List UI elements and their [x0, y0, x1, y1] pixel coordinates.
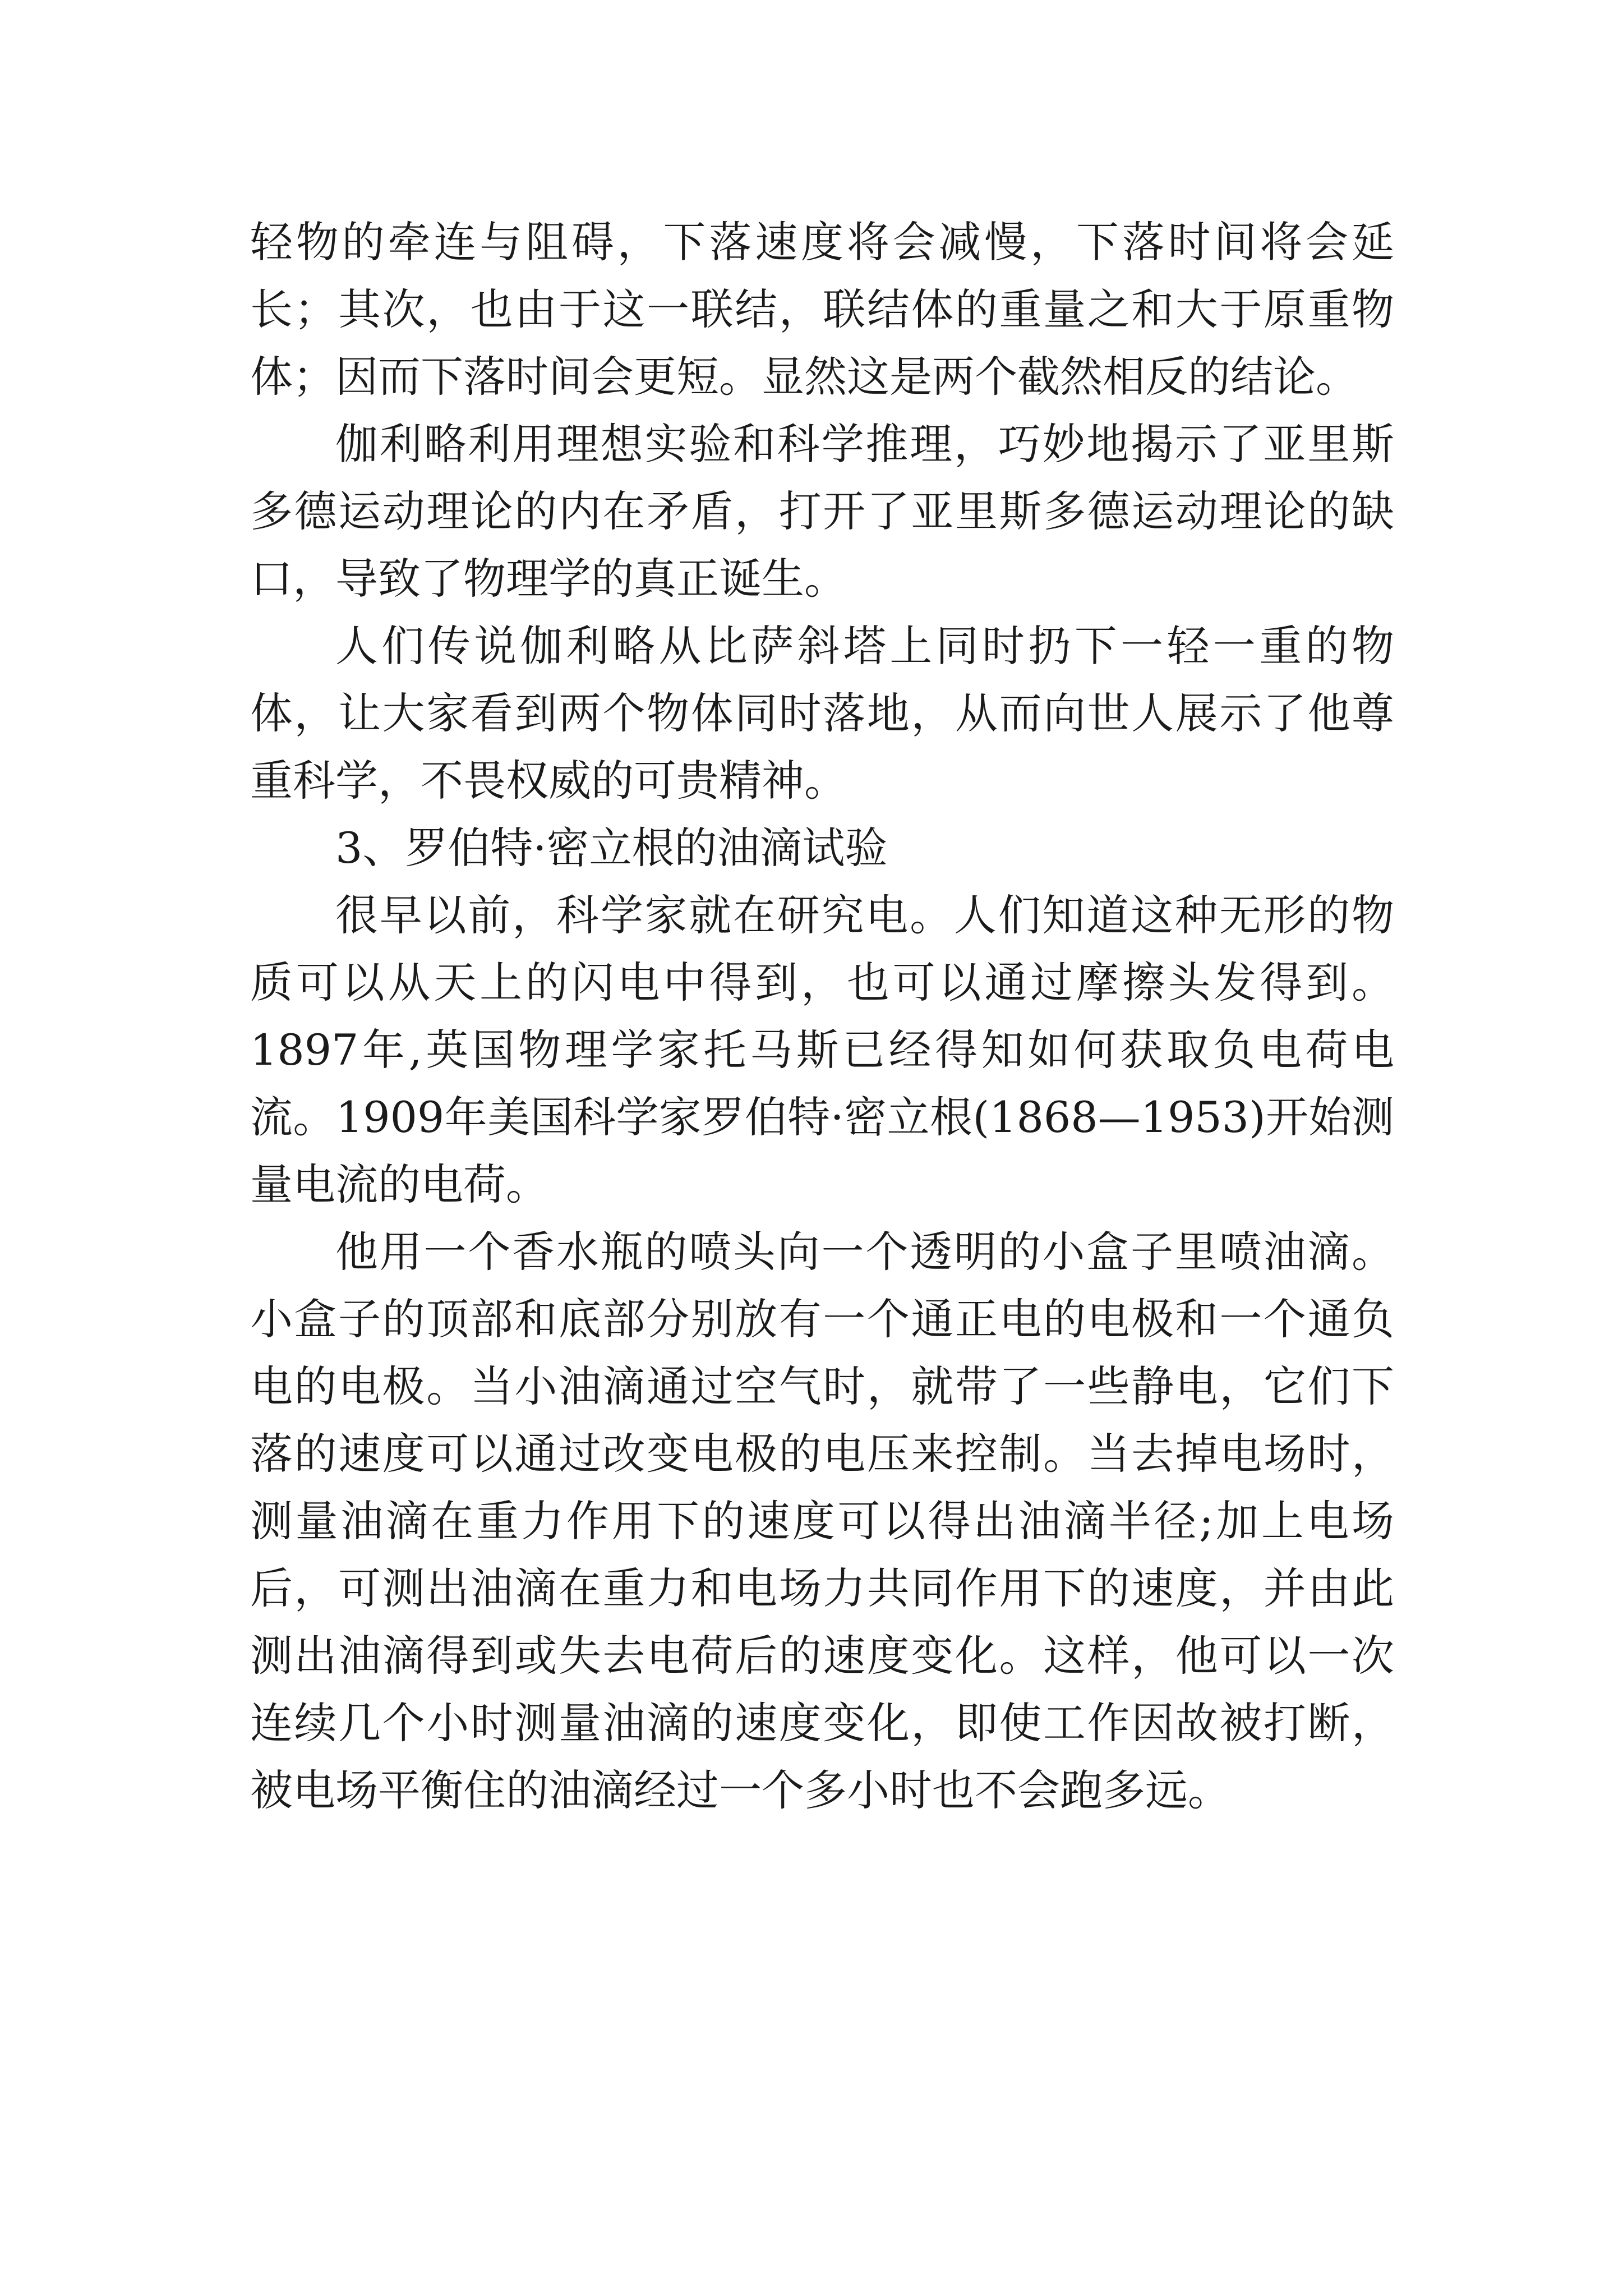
paragraph-pisa-tower: 人们传说伽利略从比萨斜塔上同时扔下一轻一重的物体，让大家看到两个物体同时落地，从而向世人展示了他尊重科学，不畏权威的可贵精神。: [250, 621, 1394, 806]
paragraph-galileo-reasoning: 伽利略利用理想实验和科学推理，巧妙地揭示了亚里斯多德运动理论的内在矛盾，打开了亚里斯多德运动理论的缺口，导致了物理学的真正诞生。: [250, 419, 1394, 604]
paragraph-continuation: 轻物的牵连与阻碍，下落速度将会减慢，下落时间将会延长；其次，也由于这一联结，联结体的重量之和大于原重物体；因而下落时间会更短。显然这是两个截然相反的结论。: [250, 217, 1394, 402]
section-heading-millikan: 3、罗伯特·密立根的油滴试验: [335, 823, 888, 873]
paragraph-electricity-history: 很早以前，科学家就在研究电。人们知道这种无形的物质可以从天上的闪电中得到，也可以通过摩擦头发得到。1897年,英国物理学家托马斯已经得知如何获取负电荷电流。1909年美国科学家罗伯特·密立根(1868—1953)开始测量电流的电荷。: [250, 890, 1394, 1209]
document-body: [250, 209, 1394, 1824]
paragraph-oil-drop-method: 他用一个香水瓶的喷头向一个透明的小盒子里喷油滴。小盒子的顶部和底部分别放有一个通正电的电极和一个通负电的电极。当小油滴通过空气时，就带了一些静电，它们下落的速度可以通过改变电极的电压来控制。当去掉电场时，测量油滴在重力作用下的速度可以得出油滴半径;加上电场后，可测出油滴在重力和电场力共同作用下的速度，并由此测出油滴得到或失去电荷后的速度变化。这样，他可以一次连续几个小时测量油滴的速度变化，即使工作因故被打断，被电场平衡住的油滴经过一个多小时也不会跑多远。: [250, 1227, 1394, 1815]
